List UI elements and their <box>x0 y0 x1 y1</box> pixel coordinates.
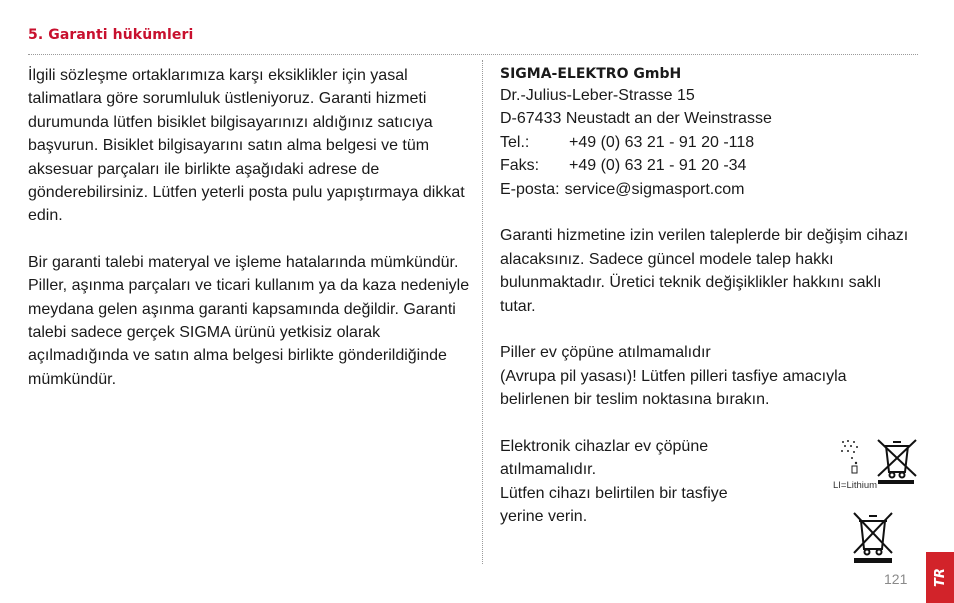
battery-dots-icon <box>841 440 858 473</box>
section-title: 5. Garanti hükümleri <box>28 27 194 43</box>
email-row <box>500 178 910 201</box>
street-address: Dr.-Julius-Leber-Strasse 15 <box>500 87 695 104</box>
city-address: D-67433 Neustadt an der Weinstrasse <box>500 110 772 128</box>
language-tab <box>926 552 954 603</box>
warranty-paragraph-1: İlgili sözleşme ortaklarımıza karşı eksiklikler için yasal talimatlara göre sorumluluk üstleniyoruz. Garanti hizmeti durumunda lütfen bisiklet bilgisayarınızı aldığınız satıcıya başvurun. Bisiklet bilgisayarını satın alma belgesi ve tüm aksesuar parçaları ile birlikte aşağıdaki adrese de gönderebilirsiniz. Lütfen yeterli posta pulu yapıştırmaya dikkat edin. <box>28 67 465 225</box>
tel-label: Tel.: <box>500 133 530 151</box>
company-name: SIGMA-ELEKTRO GmbH <box>500 66 682 82</box>
email-value: service@sigmasport.com <box>564 180 745 198</box>
lithium-note: LI=Lithium <box>833 480 878 491</box>
electronics-line-2: Lütfen cihazı belirtilen bir tasfiye yerine verin. <box>500 484 728 526</box>
tel-row <box>500 131 910 154</box>
fax-row <box>500 154 910 177</box>
exchange-paragraph: Garanti hizmetine izin verilen taleplerde bir değişim cihazı alacaksınız. Sadece güncel modele talep hakkı bulunmaktadır. Üretici teknik değişiklikler hakkını saklı tutar. <box>500 227 909 315</box>
left-column <box>28 64 473 391</box>
page-number: 121 <box>884 571 908 587</box>
electronics-line-1: Elektronik cihazlar ev çöpüne atılmamalıdır. <box>500 438 709 479</box>
battery-line-1: Piller ev çöpüne atılmamalıdır <box>500 344 711 362</box>
warranty-paragraph-2: Bir garanti talebi materyal ve işleme hatalarında mümkündür. Piller, aşınma parçaları ve ticari kullanım ya da kaza nedeniyle meydana gelen aşınma garanti kapsamında değildir. Garanti talebi sadece gerçek SIGMA ürünü yetkisiz olarak açılmadığında ve satın alma belgesi birlikte gönderildiğinde mümkündür. <box>28 253 470 388</box>
battery-line-2: (Avrupa pil yasası)! Lütfen pilleri tasfiye amacıyla belirlenen bir teslim noktasına bırakın. <box>500 367 847 409</box>
crossed-bin-icon <box>878 440 916 478</box>
email-label: E-posta: <box>500 180 560 198</box>
fax-label: Faks: <box>500 157 540 175</box>
column-divider <box>482 60 483 564</box>
header-divider <box>28 54 918 55</box>
language-tab-label: TR <box>932 568 948 587</box>
weee-crossed-bin-icon <box>850 509 896 565</box>
tel-value: +49 (0) 63 21 - 91 20 -118 <box>569 133 755 151</box>
fax-value: +49 (0) 63 21 - 91 20 -34 <box>569 157 747 175</box>
